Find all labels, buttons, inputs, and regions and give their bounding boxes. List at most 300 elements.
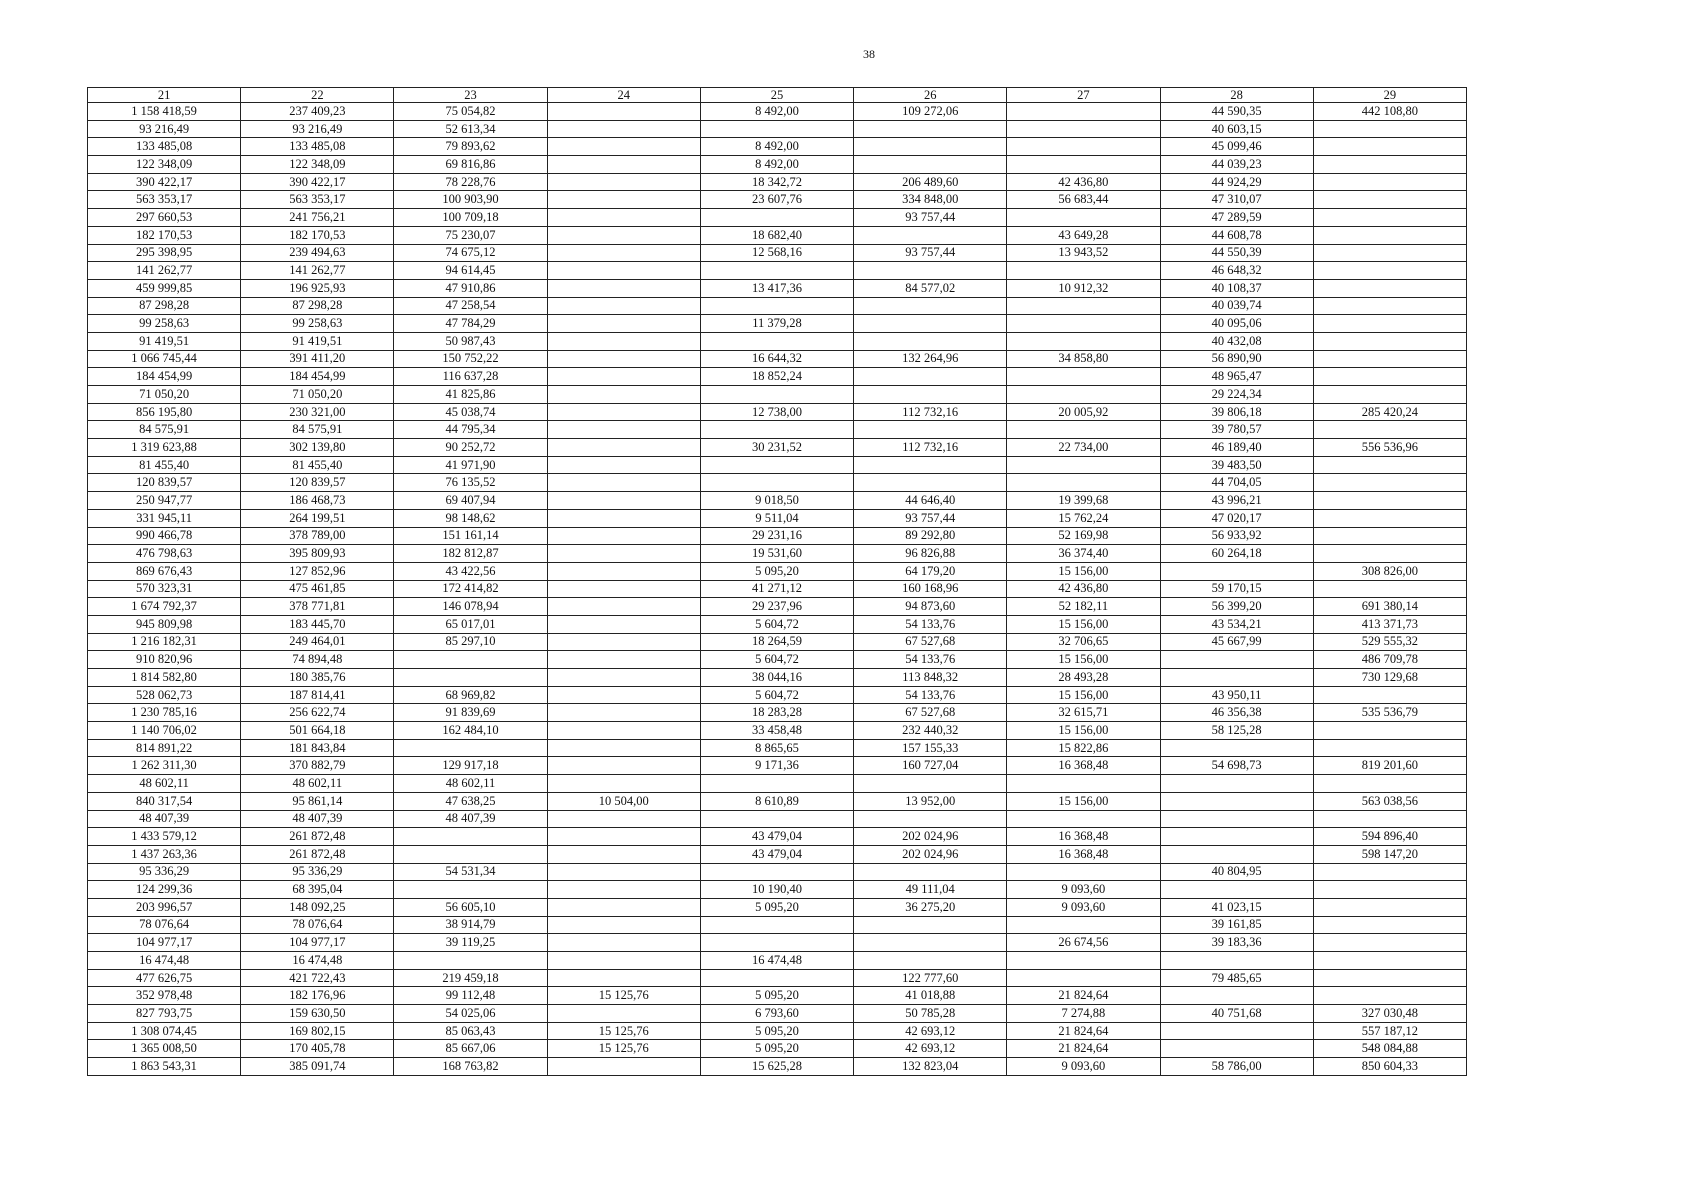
table-cell bbox=[1313, 916, 1466, 934]
table-cell: 390 422,17 bbox=[88, 173, 241, 191]
table-cell: 13 952,00 bbox=[854, 792, 1007, 810]
table-cell: 148 092,25 bbox=[241, 898, 394, 916]
table-row bbox=[88, 881, 1467, 899]
table-cell: 54 025,06 bbox=[394, 1005, 547, 1023]
table-cell bbox=[1007, 916, 1160, 934]
table-row bbox=[88, 456, 1467, 474]
table-cell: 827 793,75 bbox=[88, 1005, 241, 1023]
table-cell bbox=[547, 332, 700, 350]
table-cell: 39 161,85 bbox=[1160, 916, 1313, 934]
table-cell bbox=[1313, 244, 1466, 262]
table-cell: 1 140 706,02 bbox=[88, 722, 241, 740]
table-cell: 93 216,49 bbox=[88, 120, 241, 138]
table-cell: 459 999,85 bbox=[88, 279, 241, 297]
table-cell bbox=[1313, 297, 1466, 315]
table-cell bbox=[1007, 262, 1160, 280]
table-cell bbox=[1313, 881, 1466, 899]
table-cell bbox=[547, 350, 700, 368]
table-cell: 78 076,64 bbox=[88, 916, 241, 934]
table-cell: 23 607,76 bbox=[700, 191, 853, 209]
table-cell: 206 489,60 bbox=[854, 173, 1007, 191]
column-header: 25 bbox=[700, 88, 853, 103]
table-cell: 87 298,28 bbox=[241, 297, 394, 315]
table-cell: 47 310,07 bbox=[1160, 191, 1313, 209]
table-cell bbox=[854, 138, 1007, 156]
table-cell bbox=[547, 775, 700, 793]
table-cell: 141 262,77 bbox=[88, 262, 241, 280]
table-cell bbox=[1160, 828, 1313, 846]
column-header: 26 bbox=[854, 88, 1007, 103]
table-cell bbox=[547, 863, 700, 881]
table-cell: 47 020,17 bbox=[1160, 509, 1313, 527]
table-cell: 556 536,96 bbox=[1313, 439, 1466, 457]
table-cell: 44 550,39 bbox=[1160, 244, 1313, 262]
table-cell: 196 925,93 bbox=[241, 279, 394, 297]
table-cell bbox=[1160, 987, 1313, 1005]
table-row bbox=[88, 421, 1467, 439]
table-cell: 100 903,90 bbox=[394, 191, 547, 209]
table-cell: 297 660,53 bbox=[88, 209, 241, 227]
table-cell bbox=[1007, 474, 1160, 492]
table-row bbox=[88, 439, 1467, 457]
table-row bbox=[88, 598, 1467, 616]
table-cell bbox=[394, 881, 547, 899]
table-cell: 58 786,00 bbox=[1160, 1058, 1313, 1076]
table-cell bbox=[1313, 456, 1466, 474]
table-cell: 54 133,76 bbox=[854, 615, 1007, 633]
table-row bbox=[88, 368, 1467, 386]
table-cell: 146 078,94 bbox=[394, 598, 547, 616]
table-cell bbox=[1313, 580, 1466, 598]
table-cell: 112 732,16 bbox=[854, 403, 1007, 421]
table-cell: 64 179,20 bbox=[854, 562, 1007, 580]
table-cell: 249 464,01 bbox=[241, 633, 394, 651]
table-cell: 38 044,16 bbox=[700, 669, 853, 687]
table-cell: 9 018,50 bbox=[700, 492, 853, 510]
table-cell: 40 804,95 bbox=[1160, 863, 1313, 881]
table-cell: 129 917,18 bbox=[394, 757, 547, 775]
table-cell bbox=[1313, 863, 1466, 881]
table-cell: 1 674 792,37 bbox=[88, 598, 241, 616]
table-cell: 46 356,38 bbox=[1160, 704, 1313, 722]
table-cell bbox=[854, 332, 1007, 350]
table-cell bbox=[394, 651, 547, 669]
table-row bbox=[88, 739, 1467, 757]
table-cell bbox=[1313, 686, 1466, 704]
table-cell bbox=[547, 952, 700, 970]
table-row bbox=[88, 209, 1467, 227]
table-cell bbox=[547, 881, 700, 899]
table-cell: 9 093,60 bbox=[1007, 881, 1160, 899]
table-row bbox=[88, 916, 1467, 934]
table-cell: 15 156,00 bbox=[1007, 686, 1160, 704]
table-cell: 104 977,17 bbox=[88, 934, 241, 952]
table-cell: 81 455,40 bbox=[88, 456, 241, 474]
table-cell: 47 910,86 bbox=[394, 279, 547, 297]
table-cell: 78 076,64 bbox=[241, 916, 394, 934]
table-cell: 44 646,40 bbox=[854, 492, 1007, 510]
table-cell: 10 504,00 bbox=[547, 792, 700, 810]
table-cell: 44 704,05 bbox=[1160, 474, 1313, 492]
table-cell: 44 039,23 bbox=[1160, 156, 1313, 174]
table-cell: 391 411,20 bbox=[241, 350, 394, 368]
table-cell: 43 950,11 bbox=[1160, 686, 1313, 704]
table-cell bbox=[547, 651, 700, 669]
table-cell: 99 112,48 bbox=[394, 987, 547, 1005]
table-cell: 18 852,24 bbox=[700, 368, 853, 386]
table-cell: 11 379,28 bbox=[700, 315, 853, 333]
table-cell: 1 158 418,59 bbox=[88, 103, 241, 121]
table-cell: 160 727,04 bbox=[854, 757, 1007, 775]
table-row bbox=[88, 934, 1467, 952]
table-cell bbox=[1313, 969, 1466, 987]
table-cell: 90 252,72 bbox=[394, 439, 547, 457]
table-cell: 91 419,51 bbox=[241, 332, 394, 350]
table-cell bbox=[1313, 173, 1466, 191]
table-cell bbox=[547, 757, 700, 775]
table-cell: 12 738,00 bbox=[700, 403, 853, 421]
table-cell: 250 947,77 bbox=[88, 492, 241, 510]
table-cell: 46 189,40 bbox=[1160, 439, 1313, 457]
table-cell: 67 527,68 bbox=[854, 633, 1007, 651]
table-cell: 93 216,49 bbox=[241, 120, 394, 138]
table-cell: 69 816,86 bbox=[394, 156, 547, 174]
table-row bbox=[88, 474, 1467, 492]
table-cell: 59 170,15 bbox=[1160, 580, 1313, 598]
table-cell: 43 479,04 bbox=[700, 845, 853, 863]
table-cell: 12 568,16 bbox=[700, 244, 853, 262]
table-cell: 41 023,15 bbox=[1160, 898, 1313, 916]
table-cell bbox=[854, 952, 1007, 970]
table-cell: 548 084,88 bbox=[1313, 1040, 1466, 1058]
table-row bbox=[88, 545, 1467, 563]
table-cell bbox=[1313, 279, 1466, 297]
table-cell: 302 139,80 bbox=[241, 439, 394, 457]
table-cell bbox=[1313, 545, 1466, 563]
table-cell: 385 091,74 bbox=[241, 1058, 394, 1076]
table-row bbox=[88, 527, 1467, 545]
table-cell bbox=[1313, 509, 1466, 527]
column-header: 28 bbox=[1160, 88, 1313, 103]
table-cell: 93 757,44 bbox=[854, 509, 1007, 527]
table-cell: 95 336,29 bbox=[88, 863, 241, 881]
table-cell bbox=[547, 386, 700, 404]
table-row bbox=[88, 226, 1467, 244]
table-cell: 22 734,00 bbox=[1007, 439, 1160, 457]
table-cell: 21 824,64 bbox=[1007, 1022, 1160, 1040]
table-cell: 7 274,88 bbox=[1007, 1005, 1160, 1023]
table-cell: 124 299,36 bbox=[88, 881, 241, 899]
table-cell bbox=[547, 1058, 700, 1076]
table-row bbox=[88, 686, 1467, 704]
table-cell bbox=[547, 315, 700, 333]
table-cell bbox=[854, 775, 1007, 793]
table-cell bbox=[854, 386, 1007, 404]
table-cell: 1 230 785,16 bbox=[88, 704, 241, 722]
table-row bbox=[88, 173, 1467, 191]
table-cell bbox=[1007, 952, 1160, 970]
table-cell: 15 156,00 bbox=[1007, 651, 1160, 669]
table-cell: 261 872,48 bbox=[241, 845, 394, 863]
table-cell: 15 156,00 bbox=[1007, 722, 1160, 740]
table-cell: 1 437 263,36 bbox=[88, 845, 241, 863]
table-cell: 104 977,17 bbox=[241, 934, 394, 952]
table-cell: 5 095,20 bbox=[700, 1040, 853, 1058]
table-row bbox=[88, 810, 1467, 828]
column-header: 27 bbox=[1007, 88, 1160, 103]
table-row bbox=[88, 492, 1467, 510]
table-cell: 563 353,17 bbox=[241, 191, 394, 209]
table-cell bbox=[547, 297, 700, 315]
table-cell: 814 891,22 bbox=[88, 739, 241, 757]
table-cell bbox=[547, 934, 700, 952]
table-cell: 594 896,40 bbox=[1313, 828, 1466, 846]
column-header: 24 bbox=[547, 88, 700, 103]
table-cell bbox=[547, 439, 700, 457]
table-row bbox=[88, 1058, 1467, 1076]
table-cell bbox=[854, 916, 1007, 934]
table-cell: 65 017,01 bbox=[394, 615, 547, 633]
table-cell: 60 264,18 bbox=[1160, 545, 1313, 563]
table-cell: 47 784,29 bbox=[394, 315, 547, 333]
table-cell: 47 258,54 bbox=[394, 297, 547, 315]
table-cell: 30 231,52 bbox=[700, 439, 853, 457]
table-cell: 180 385,76 bbox=[241, 669, 394, 687]
table-cell: 285 420,24 bbox=[1313, 403, 1466, 421]
table-cell: 159 630,50 bbox=[241, 1005, 394, 1023]
table-cell bbox=[700, 474, 853, 492]
table-cell: 50 785,28 bbox=[854, 1005, 1007, 1023]
table-cell bbox=[1313, 315, 1466, 333]
table-cell: 99 258,63 bbox=[241, 315, 394, 333]
table-cell: 36 275,20 bbox=[854, 898, 1007, 916]
table-cell: 93 757,44 bbox=[854, 209, 1007, 227]
table-cell: 172 414,82 bbox=[394, 580, 547, 598]
table-cell: 85 667,06 bbox=[394, 1040, 547, 1058]
table-cell bbox=[547, 704, 700, 722]
table-cell: 112 732,16 bbox=[854, 439, 1007, 457]
table-cell: 182 170,53 bbox=[88, 226, 241, 244]
table-row bbox=[88, 704, 1467, 722]
table-cell: 557 187,12 bbox=[1313, 1022, 1466, 1040]
table-cell: 32 706,65 bbox=[1007, 633, 1160, 651]
table-cell: 1 365 008,50 bbox=[88, 1040, 241, 1058]
table-cell: 43 422,56 bbox=[394, 562, 547, 580]
table-row bbox=[88, 120, 1467, 138]
table-cell: 9 171,36 bbox=[700, 757, 853, 775]
table-cell bbox=[547, 244, 700, 262]
table-cell: 182 812,87 bbox=[394, 545, 547, 563]
table-body bbox=[88, 103, 1467, 1076]
table-cell: 16 474,48 bbox=[241, 952, 394, 970]
table-cell bbox=[700, 297, 853, 315]
table-cell bbox=[1160, 669, 1313, 687]
table-cell bbox=[854, 297, 1007, 315]
table-cell: 89 292,80 bbox=[854, 527, 1007, 545]
table-cell bbox=[394, 739, 547, 757]
table-row bbox=[88, 1040, 1467, 1058]
table-cell: 476 798,63 bbox=[88, 545, 241, 563]
table-cell: 442 108,80 bbox=[1313, 103, 1466, 121]
table-cell: 28 493,28 bbox=[1007, 669, 1160, 687]
table-cell bbox=[854, 934, 1007, 952]
table-cell: 16 474,48 bbox=[700, 952, 853, 970]
table-cell: 182 170,53 bbox=[241, 226, 394, 244]
table-row bbox=[88, 669, 1467, 687]
table-cell: 413 371,73 bbox=[1313, 615, 1466, 633]
table-cell: 52 613,34 bbox=[394, 120, 547, 138]
table-row bbox=[88, 562, 1467, 580]
table-cell bbox=[547, 545, 700, 563]
table-cell: 48 602,11 bbox=[241, 775, 394, 793]
table-cell bbox=[1313, 810, 1466, 828]
table-cell bbox=[547, 828, 700, 846]
table-cell: 203 996,57 bbox=[88, 898, 241, 916]
table-cell: 162 484,10 bbox=[394, 722, 547, 740]
table-cell: 48 407,39 bbox=[394, 810, 547, 828]
table-cell: 85 063,43 bbox=[394, 1022, 547, 1040]
table-cell bbox=[854, 421, 1007, 439]
table-cell: 41 018,88 bbox=[854, 987, 1007, 1005]
table-cell bbox=[1160, 845, 1313, 863]
table-cell bbox=[547, 633, 700, 651]
table-cell: 15 156,00 bbox=[1007, 792, 1160, 810]
table-cell: 945 809,98 bbox=[88, 615, 241, 633]
table-cell bbox=[700, 916, 853, 934]
table-cell bbox=[700, 934, 853, 952]
table-row bbox=[88, 969, 1467, 987]
table-cell: 42 436,80 bbox=[1007, 173, 1160, 191]
column-header: 29 bbox=[1313, 88, 1466, 103]
table-cell: 29 237,96 bbox=[700, 598, 853, 616]
table-cell bbox=[1313, 120, 1466, 138]
table-cell: 501 664,18 bbox=[241, 722, 394, 740]
table-cell bbox=[1313, 421, 1466, 439]
table-cell: 237 409,23 bbox=[241, 103, 394, 121]
table-cell bbox=[547, 120, 700, 138]
table-cell: 691 380,14 bbox=[1313, 598, 1466, 616]
table-cell bbox=[547, 226, 700, 244]
table-cell bbox=[1007, 456, 1160, 474]
table-cell: 94 614,45 bbox=[394, 262, 547, 280]
table-cell: 48 407,39 bbox=[88, 810, 241, 828]
table-cell: 99 258,63 bbox=[88, 315, 241, 333]
table-row bbox=[88, 191, 1467, 209]
table-cell bbox=[547, 898, 700, 916]
table-row bbox=[88, 279, 1467, 297]
table-cell: 45 038,74 bbox=[394, 403, 547, 421]
table-cell: 56 890,90 bbox=[1160, 350, 1313, 368]
table-cell: 91 419,51 bbox=[88, 332, 241, 350]
table-cell bbox=[1007, 315, 1160, 333]
table-cell: 378 789,00 bbox=[241, 527, 394, 545]
table-cell: 43 479,04 bbox=[700, 828, 853, 846]
table-cell bbox=[547, 262, 700, 280]
table-cell: 122 348,09 bbox=[88, 156, 241, 174]
table-cell: 850 604,33 bbox=[1313, 1058, 1466, 1076]
table-cell: 48 965,47 bbox=[1160, 368, 1313, 386]
table-cell: 120 839,57 bbox=[241, 474, 394, 492]
table-row bbox=[88, 952, 1467, 970]
table-cell: 563 038,56 bbox=[1313, 792, 1466, 810]
table-cell bbox=[1313, 191, 1466, 209]
table-cell: 39 483,50 bbox=[1160, 456, 1313, 474]
table-cell: 43 534,21 bbox=[1160, 615, 1313, 633]
table-cell bbox=[1313, 474, 1466, 492]
table-row bbox=[88, 138, 1467, 156]
table-cell bbox=[547, 916, 700, 934]
table-cell: 120 839,57 bbox=[88, 474, 241, 492]
table-cell bbox=[1313, 226, 1466, 244]
table-cell bbox=[547, 810, 700, 828]
table-cell bbox=[1313, 368, 1466, 386]
table-cell bbox=[1007, 386, 1160, 404]
table-cell: 38 914,79 bbox=[394, 916, 547, 934]
table-cell: 96 826,88 bbox=[854, 545, 1007, 563]
table-cell: 68 969,82 bbox=[394, 686, 547, 704]
table-cell: 295 398,95 bbox=[88, 244, 241, 262]
table-cell: 5 095,20 bbox=[700, 898, 853, 916]
table-cell: 730 129,68 bbox=[1313, 669, 1466, 687]
table-cell: 1 814 582,80 bbox=[88, 669, 241, 687]
table-cell: 54 133,76 bbox=[854, 651, 1007, 669]
table-cell: 122 777,60 bbox=[854, 969, 1007, 987]
table-cell: 18 264,59 bbox=[700, 633, 853, 651]
table-cell: 563 353,17 bbox=[88, 191, 241, 209]
table-cell: 52 182,11 bbox=[1007, 598, 1160, 616]
table-row bbox=[88, 244, 1467, 262]
table-cell: 58 125,28 bbox=[1160, 722, 1313, 740]
table-cell bbox=[1313, 898, 1466, 916]
table-cell bbox=[700, 209, 853, 227]
table-cell: 133 485,08 bbox=[88, 138, 241, 156]
table-cell: 395 809,93 bbox=[241, 545, 394, 563]
table-cell bbox=[547, 191, 700, 209]
table-cell: 45 667,99 bbox=[1160, 633, 1313, 651]
table-cell: 331 945,11 bbox=[88, 509, 241, 527]
table-cell bbox=[394, 845, 547, 863]
table-cell: 150 752,22 bbox=[394, 350, 547, 368]
table-cell: 528 062,73 bbox=[88, 686, 241, 704]
table-cell bbox=[1160, 651, 1313, 669]
table-cell: 41 971,90 bbox=[394, 456, 547, 474]
table-cell: 184 454,99 bbox=[88, 368, 241, 386]
table-cell bbox=[547, 562, 700, 580]
table-cell bbox=[854, 368, 1007, 386]
table-cell: 13 417,36 bbox=[700, 279, 853, 297]
table-cell: 74 675,12 bbox=[394, 244, 547, 262]
table-cell: 202 024,96 bbox=[854, 845, 1007, 863]
table-cell: 47 289,59 bbox=[1160, 209, 1313, 227]
table-cell: 40 039,74 bbox=[1160, 297, 1313, 315]
table-cell: 219 459,18 bbox=[394, 969, 547, 987]
table-cell: 18 283,28 bbox=[700, 704, 853, 722]
table-cell bbox=[547, 492, 700, 510]
table-cell bbox=[547, 421, 700, 439]
table-cell bbox=[547, 598, 700, 616]
table-row bbox=[88, 262, 1467, 280]
table-row bbox=[88, 156, 1467, 174]
table-row bbox=[88, 1022, 1467, 1040]
table-cell: 46 648,32 bbox=[1160, 262, 1313, 280]
table-cell bbox=[854, 456, 1007, 474]
table-cell: 100 709,18 bbox=[394, 209, 547, 227]
table-cell: 91 839,69 bbox=[394, 704, 547, 722]
table-cell bbox=[547, 279, 700, 297]
table-cell bbox=[1007, 156, 1160, 174]
table-cell: 113 848,32 bbox=[854, 669, 1007, 687]
table-cell: 44 795,34 bbox=[394, 421, 547, 439]
